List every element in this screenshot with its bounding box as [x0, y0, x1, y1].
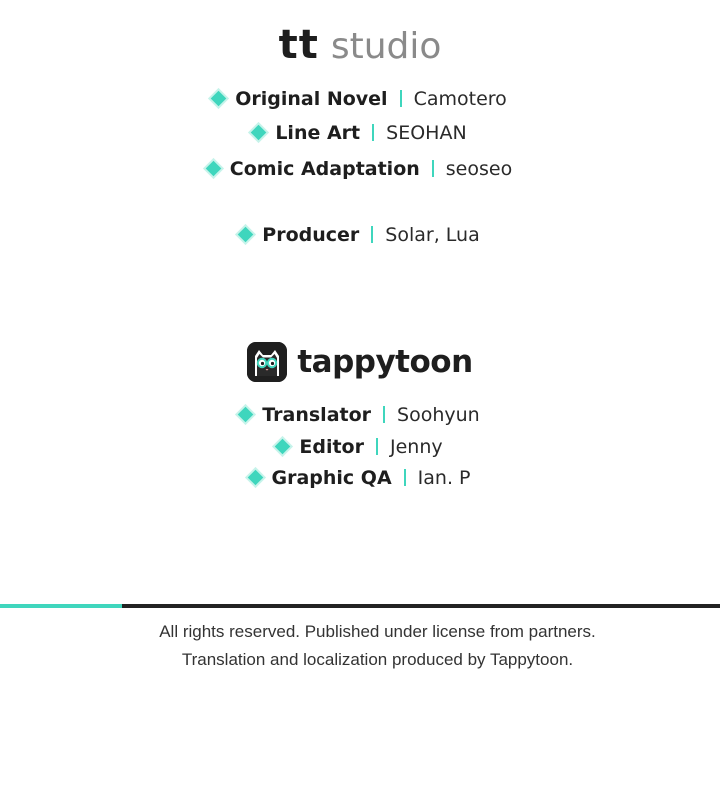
credit-name: Ian. P: [417, 467, 471, 489]
credit-name: seoseo: [445, 158, 513, 180]
credit-name: Jenny: [389, 436, 443, 458]
separator-bar: [404, 469, 406, 486]
credit-role: Line Art: [275, 122, 361, 144]
footer-divider: [0, 604, 720, 608]
separator-bar: [383, 406, 385, 423]
diamond-bullet-icon: [238, 227, 254, 243]
divider-accent-segment: [0, 604, 122, 608]
tappytoon-wordmark: tappytoon: [297, 344, 473, 380]
diamond-bullet-icon: [251, 125, 267, 141]
credit-role: Graphic QA: [271, 467, 392, 489]
footer-localization-text: Translation and localization produced by Tappytoon.: [181, 650, 574, 669]
studio-logo: [0, 20, 720, 78]
credit-role: Producer: [262, 224, 360, 246]
diamond-bullet-icon: [211, 91, 227, 107]
credit-role: Translator: [262, 404, 372, 426]
separator-bar: [372, 124, 374, 141]
credit-row-producer: [0, 222, 720, 248]
separator-bar: [371, 226, 373, 243]
studio-logo-word: studio: [330, 26, 442, 67]
credit-name: Soohyun: [397, 404, 480, 426]
separator-bar: [432, 160, 434, 177]
diamond-bullet-icon: [238, 407, 254, 423]
diamond-bullet-icon: [206, 161, 222, 177]
credit-row-comic-adaptation: [0, 156, 720, 182]
footer-rights-text: All rights reserved. Published under license from partners.: [159, 622, 596, 641]
credit-name: Solar, Lua: [385, 224, 480, 246]
diamond-bullet-icon: [275, 439, 291, 455]
credit-row-line-art: [0, 120, 720, 146]
credit-row-graphic-qa: [0, 465, 720, 491]
credit-role: Original Novel: [235, 88, 388, 110]
cat-with-glasses-icon: [247, 342, 287, 382]
credit-role: Comic Adaptation: [229, 158, 420, 180]
credit-name: SEOHAN: [386, 122, 467, 144]
credit-role: Editor: [299, 436, 364, 458]
credit-row-original-novel: [0, 86, 720, 112]
tappytoon-logo: [0, 342, 720, 386]
credit-row-translator: [0, 402, 720, 428]
divider-dark-segment: [122, 604, 720, 608]
separator-bar: [400, 90, 402, 107]
studio-logo-mark: tt: [278, 22, 319, 68]
credit-row-editor: [0, 434, 720, 460]
diamond-bullet-icon: [247, 470, 263, 486]
separator-bar: [376, 438, 378, 455]
credit-name: Camotero: [413, 88, 507, 110]
